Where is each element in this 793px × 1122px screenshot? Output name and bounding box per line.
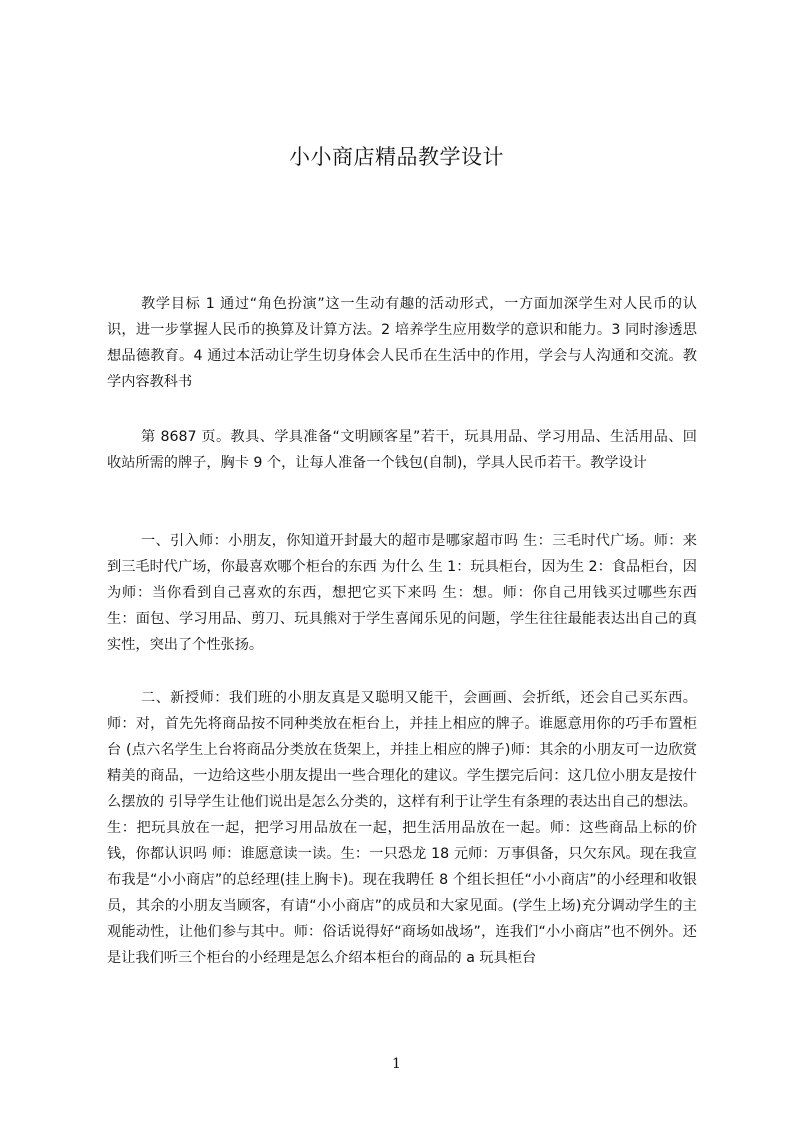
paragraph-introduction: 一、引入师：小朋友，你知道开封最大的超市是哪家超市吗 生：三毛时代广场。师：来到三毛时代广场，你最喜欢哪个柜台的东西 为什么 生 1：玩具柜台，因为生 2：食品柜台，因为师：当你看到自己喜欢的东西，想把它买下来吗 生：想。师：你自己用钱买过哪些东西 生：面包、学习用品、剪刀、玩具熊对于学生喜闻乐见的问题，学生往往最能表达出自己的真实性，突出了个性张扬。	[107, 533, 697, 653]
paragraph-materials: 第 8687 页。教具、学具准备“文明顾客星”若干，玩具用品、学习用品、生活用品、回收站所需的牌子，胸卡 9 个，让每人准备一个钱包(自制)，学具人民币若干。教学设计	[107, 429, 697, 471]
document-title: 小小商店精品教学设计	[289, 145, 504, 169]
page-number: 1	[392, 1056, 401, 1072]
paragraph-new-lesson: 二、新授师：我们班的小朋友真是又聪明又能干，会画画、会折纸，还会自己买东西。师：对，首先先将商品按不同种类放在柜台上，并挂上相应的牌子。谁愿意用你的巧手布置柜台 (点六名学生上台将商品分类放在货架上，并挂上相应的牌子)师：其余的小朋友可一边欣赏精美的商品，一边给这些小朋友提出一些合理化的建议。学生摆完后问：这几位小朋友是按什么摆放的 引导学生让他们说出是怎么分类的，这样有利于让学生有条理的表达出自己的想法。生：把玩具放在一起，把学习用品放在一起，把生活用品放在一起。师：这些商品上标的价钱，你都认识吗 师：谁愿意读一读。生：一只恐龙 18 元师：万事俱备，只欠东风。现在我宣布我是“小小商店”的总经理(挂上胸卡)。现在我聘任 8 个组长担任“小小商店”的小经理和收银员，其余的小朋友当顾客，有请“小小商店”的成员和大家见面。(学生上场)充分调动学生的主观能动性，让他们参与其中。师：俗话说得好“商场如战场”，连我们“小小商店”也不例外。还是让我们听三个柜台的小经理是怎么介绍本柜台的商品的 a 玩具柜台	[107, 690, 697, 966]
paragraph-teaching-goals: 教学目标 1 通过“角色扮演”这一生动有趣的活动形式，一方面加深学生对人民币的认识，进一步掌握人民币的换算及计算方法。2 培养学生应用数学的意识和能力。3 同时渗透思想品德教育。4 通过本活动让学生切身体会人民币在生活中的作用，学会与人沟通和交流。教学内容教科书	[107, 296, 697, 390]
